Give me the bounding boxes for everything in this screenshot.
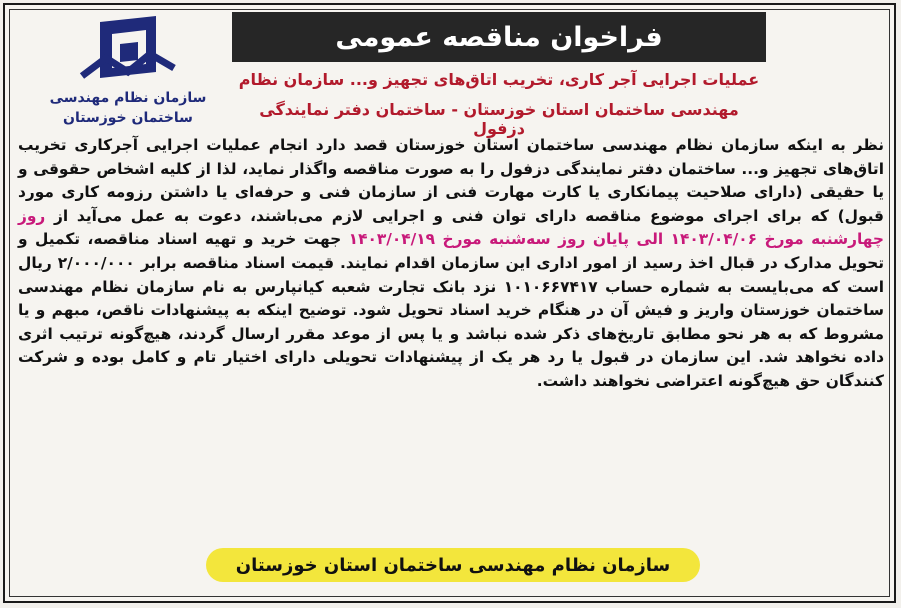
- notice-body: [18, 134, 884, 394]
- body-text-part2: جهت خرید و تهیه اسناد مناقصه، تکمیل و تحویل مدارک در قبال اخذ رسید از امور اداری این سازمان اقدام نمایند. قیمت اسناد مناقصه برابر ۲/۰۰۰/۰۰۰ ریال است که می‌بایست به شماره حساب ۱۰۱۰۶۶۷۴۱۷ نزد بانک تجارت شعبه کیانپارس به نام سازمان نظام مهندسی ساختمان خوزستان واریز و فیش آن در هنگام خرید اسناد تحویل شود. توضیح اینکه به پیشنهادات ناقص، مبهم و یا مشروط که به هر نحو مطابق تاریخ‌های ذکر شده نباشد و یا پس از موعد مقرر ارسال گردند، هیچ‌گونه ترتیب اثری داده نخواهد شد. این سازمان در قبول یا رد هر یک از پیشنهادات تحویلی دارای اختیار تام و کامل بوده و شرکت کنندگان حق هیچ‌گونه اعتراضی نخواهند داشت.: [18, 230, 884, 390]
- organization-logo: [48, 14, 208, 130]
- footer-organization-banner: سازمان نظام مهندسی ساختمان استان خوزستان: [206, 548, 700, 582]
- body-text-part1: نظر به اینکه سازمان نظام مهندسی ساختمان استان خوزستان قصد دارد انجام عملیات اجرایی آجرکاری تخریب اتاق‌های تجهیز و... ساختمان دفتر نمایندگی دزفول را به صورت مناقصه واگذار نماید، لذا از کلیه اشخاص حقوقی و یا حقیقی (دارای صلاحیت پیمانکاری یا کارت مهارت فنی از سازمان فنی و حرفه‌ای یا داشتن رزومه کاری مورد قبول) که برای اجرای موضوع مناقصه دارای توان فنی و اجرایی لازم می‌باشند، دعوت به عمل می‌آید از: [18, 136, 884, 225]
- notice-title: فراخوان مناقصه عمومی: [232, 12, 766, 62]
- notice-subtitle-line2: مهندسی ساختمان استان خوزستان - ساختمان دفتر نمایندگی دزفول: [259, 100, 739, 138]
- notice-subtitle-line1: عملیات اجرایی آجر کاری، تخریب اتاق‌های تجهیز و... سازمان نظام: [238, 70, 760, 89]
- building-logo-icon: [72, 14, 184, 88]
- logo-text-line1: سازمان نظام مهندسی: [49, 90, 207, 106]
- tender-date-range: روز چهارشنبه مورخ ۱۴۰۳/۰۴/۰۶ الی پایان روز سه‌شنبه مورخ ۱۴۰۳/۰۴/۱۹: [18, 206, 884, 249]
- logo-text-line2: ساختمان خوزستان: [63, 110, 193, 126]
